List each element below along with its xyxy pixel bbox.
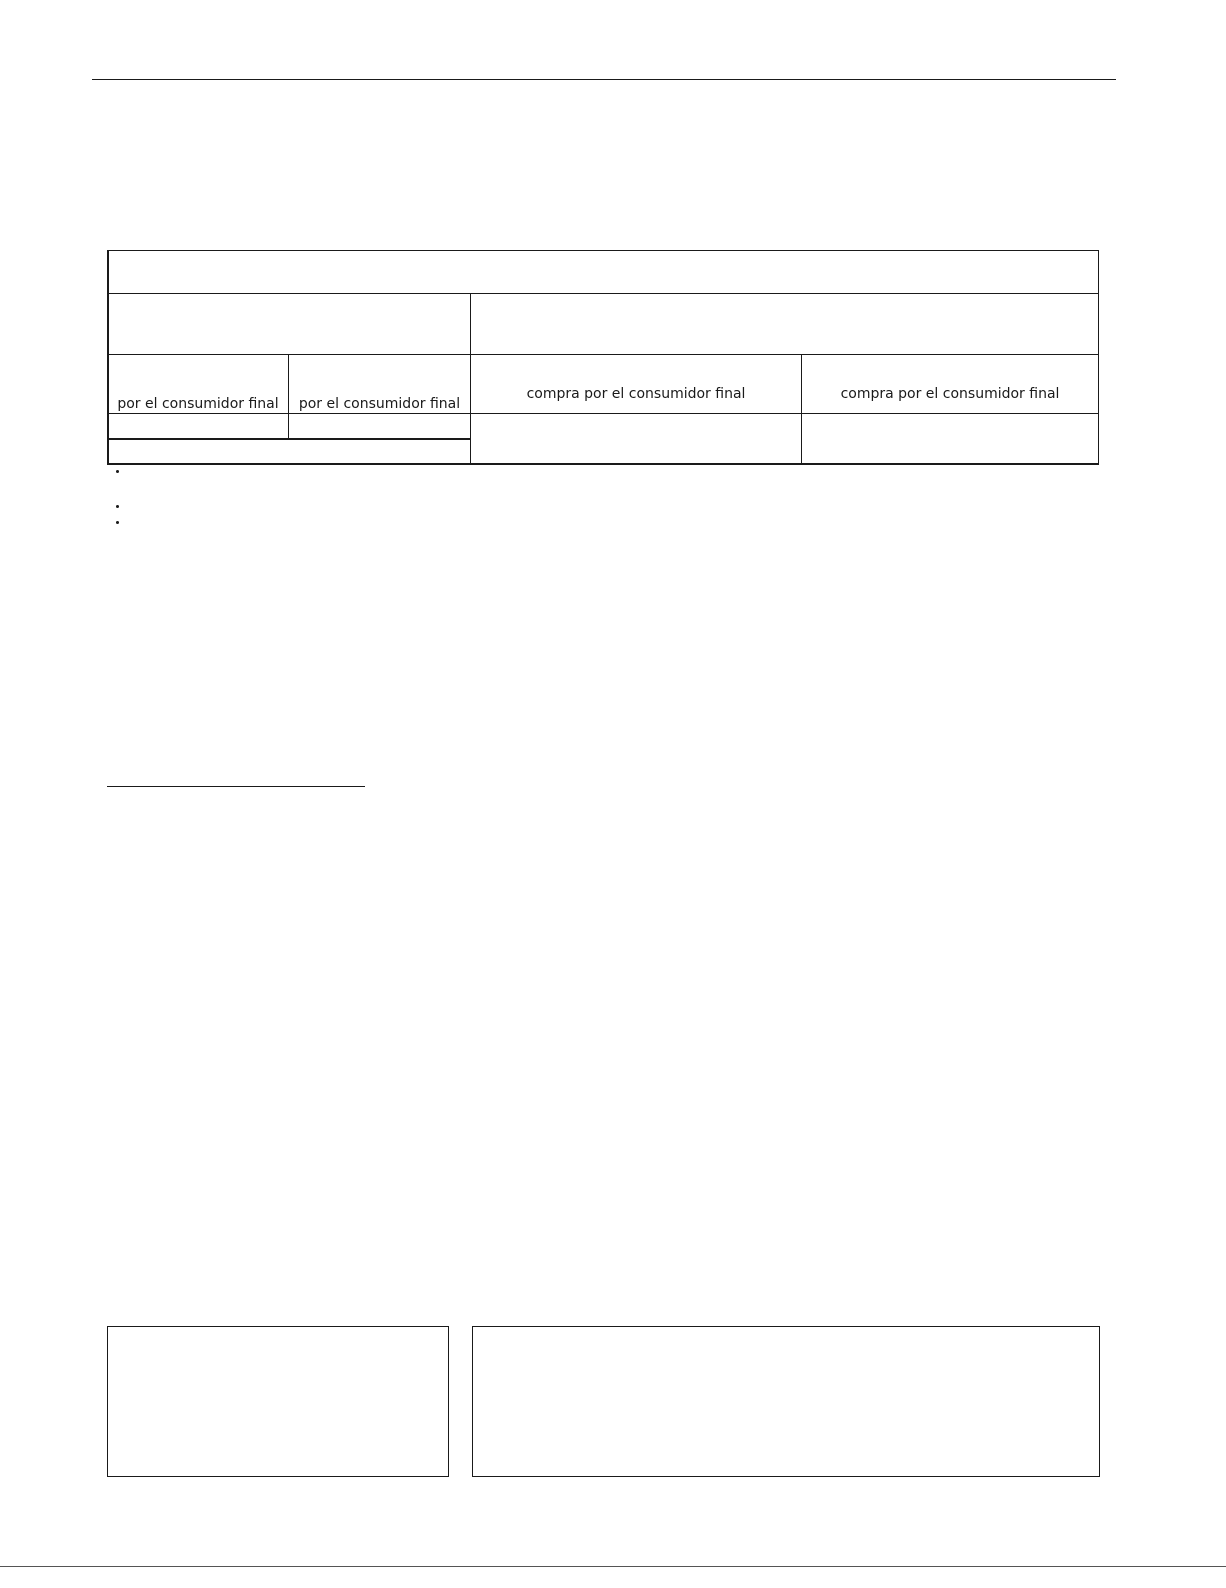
page-bottom-rule xyxy=(0,1566,1226,1567)
consumer-table xyxy=(107,250,1099,465)
table-row-divider-4 xyxy=(108,438,471,440)
note-bullet-2 xyxy=(116,505,119,508)
table-header-col4: compra por el consumidor final xyxy=(840,386,1060,402)
table-header-col3: compra por el consumidor final xyxy=(526,386,746,402)
table-header-col1: por el consumidor final xyxy=(117,396,279,412)
note-bullet-1 xyxy=(116,470,119,473)
header-rule xyxy=(92,79,1116,80)
bottom-box-right xyxy=(472,1326,1100,1477)
table-row-divider-1 xyxy=(108,293,1098,294)
table-col-divider-main xyxy=(470,294,471,464)
bottom-box-left xyxy=(107,1326,449,1477)
table-row-divider-2 xyxy=(108,354,1098,355)
note-bullet-3 xyxy=(116,521,119,524)
table-header-col2: por el consumidor final xyxy=(298,396,461,412)
table-row-divider-3 xyxy=(108,413,1098,414)
footnote-rule xyxy=(107,786,365,787)
table-col-divider-right xyxy=(801,354,802,464)
